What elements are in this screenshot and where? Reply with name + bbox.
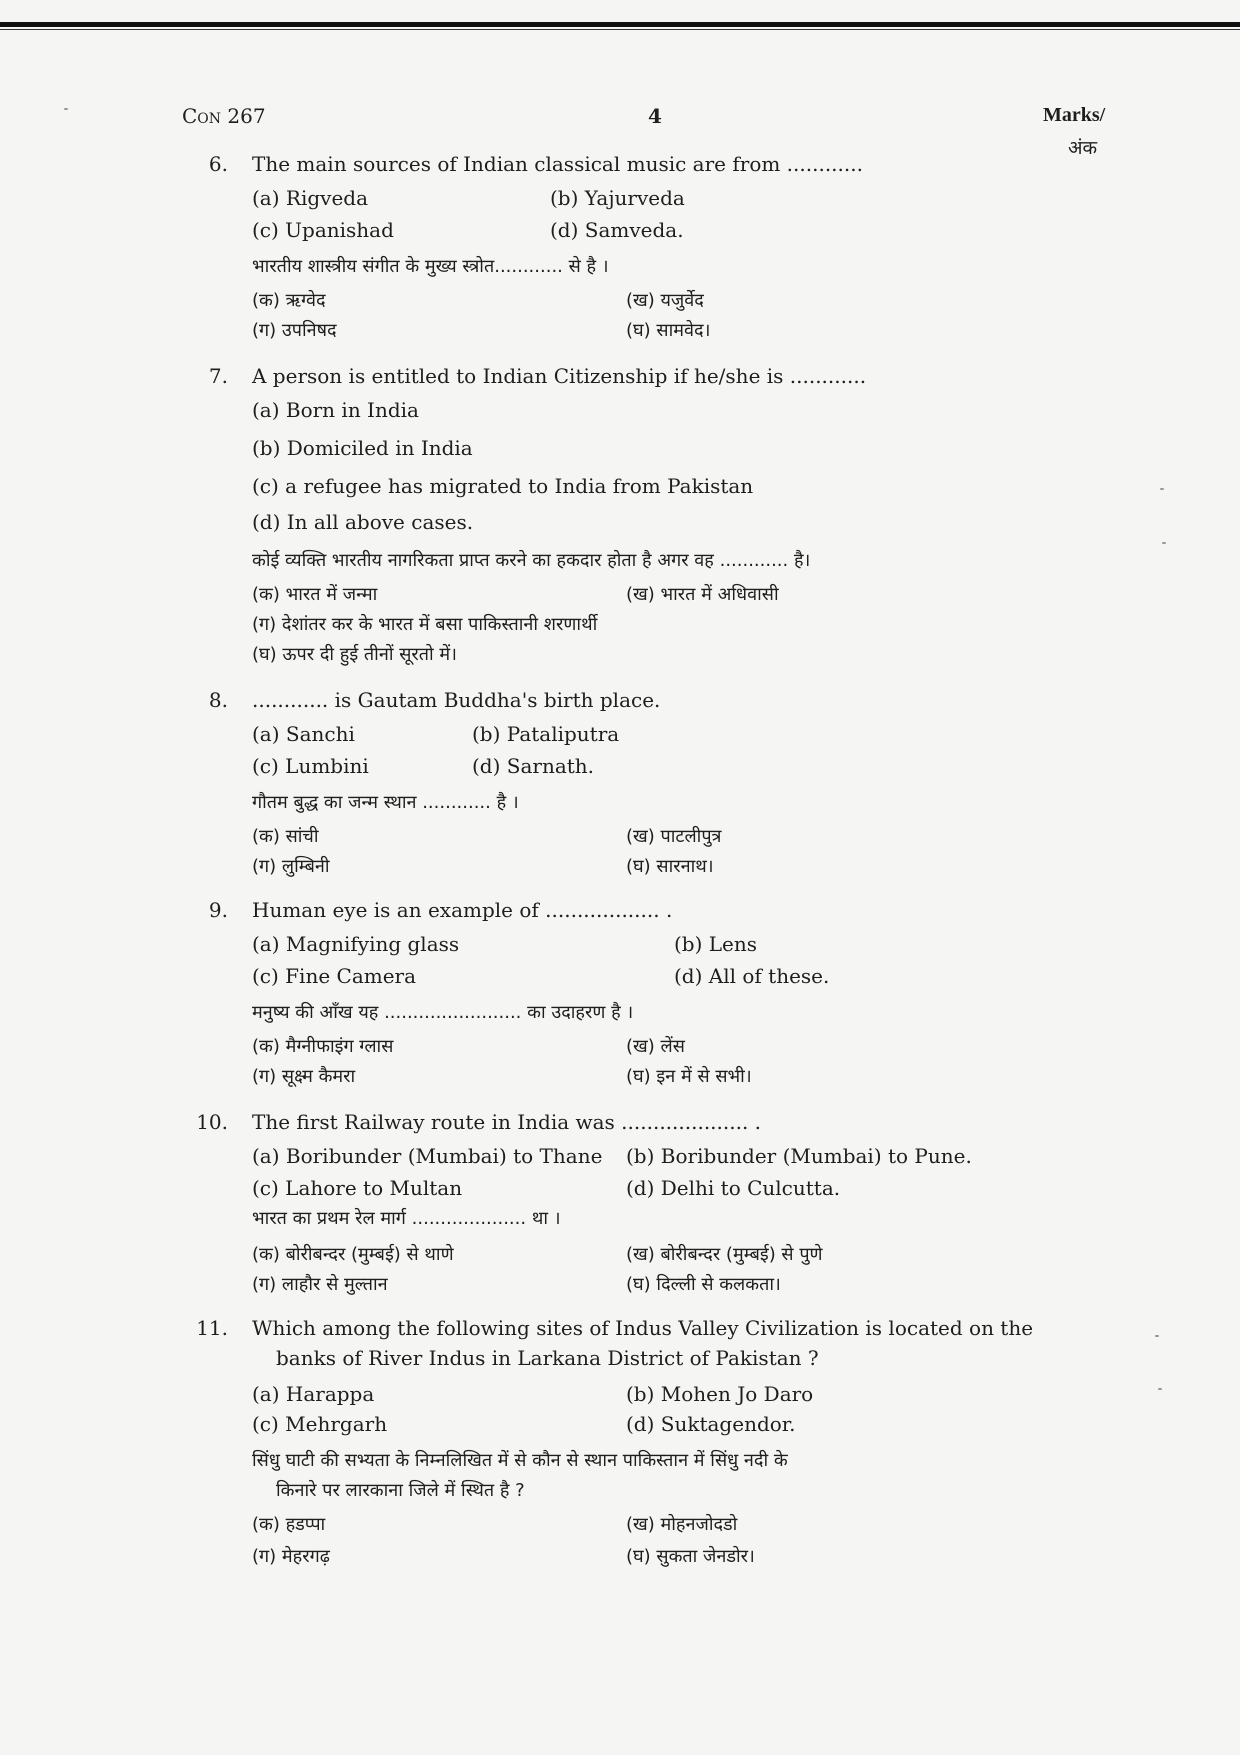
option-b: (b) Pataliputra — [472, 722, 620, 746]
scan-speck — [1155, 1335, 1159, 1337]
question-number: 8. — [208, 688, 228, 712]
option-b: (b) Mohen Jo Daro — [626, 1382, 814, 1406]
option-c: (c) Fine Camera — [252, 964, 417, 988]
option-ga: (ग) लाहौर से मुल्तान — [252, 1274, 388, 1295]
option-d: (d) Delhi to Culcutta. — [626, 1176, 841, 1200]
option-kha: (ख) पाटलीपुत्र — [626, 826, 722, 847]
option-c: (c) Upanishad — [252, 218, 394, 242]
option-kha: (ख) मोहनजोदडो — [626, 1514, 738, 1535]
option-ka: (क) भारत में जन्मा — [252, 584, 378, 605]
option-kha: (ख) भारत में अधिवासी — [626, 584, 779, 605]
question-text-hindi: भारतीय शास्त्रीय संगीत के मुख्य स्त्रोत............ से है । — [252, 256, 609, 277]
option-a: (a) Magnifying glass — [252, 932, 460, 956]
option-d: (d) Sarnath. — [472, 754, 595, 778]
scan-speck — [64, 108, 68, 110]
option-ka: (क) मैग्नीफाइंग ग्लास — [252, 1036, 394, 1057]
question-number: 6. — [208, 152, 228, 176]
option-ka: (क) ऋग्वेद — [252, 290, 326, 311]
option-d: (d) Suktagendor. — [626, 1412, 796, 1436]
option-gha: (घ) इन में से सभी। — [626, 1066, 752, 1087]
option-d: (d) All of these. — [674, 964, 830, 988]
marks-label-hindi: अंक — [1068, 137, 1098, 159]
option-gha: (घ) सारनाथ। — [626, 856, 714, 877]
option-kha: (ख) यजुर्वेद — [626, 290, 704, 311]
question-text-hindi-line-1: सिंधु घाटी की सभ्यता के निम्नलिखित में से कौन से स्थान पाकिस्तान में सिंधु नदी के — [252, 1450, 788, 1471]
question-text-hindi-line-2: किनारे पर लारकाना जिले में स्थित है ? — [276, 1480, 525, 1501]
option-b: (b) Domiciled in India — [252, 436, 473, 460]
question-text-hindi: मनुष्य की आँख यह ........................ का उदाहरण है । — [252, 1002, 634, 1023]
option-b: (b) Boribunder (Mumbai) to Pune. — [626, 1144, 972, 1168]
option-d: (d) In all above cases. — [252, 510, 474, 534]
option-a: (a) Boribunder (Mumbai) to Thane — [252, 1144, 603, 1168]
top-border-rule-thin — [0, 29, 1240, 30]
option-gha: (घ) सामवेद। — [626, 320, 711, 341]
question-text: ............ is Gautam Buddha's birth place. — [252, 688, 661, 712]
option-b: (b) Yajurveda — [550, 186, 685, 210]
question-text-line-1: Which among the following sites of Indus Valley Civilization is located on the — [252, 1316, 1034, 1340]
scan-speck — [1162, 542, 1166, 544]
option-ka: (क) बोरीबन्दर (मुम्बई) से थाणे — [252, 1244, 454, 1265]
option-c: (c) Lumbini — [252, 754, 369, 778]
option-a: (a) Harappa — [252, 1382, 375, 1406]
option-kha: (ख) लेंस — [626, 1036, 685, 1057]
question-text: Human eye is an example of .................. . — [252, 898, 673, 922]
paper-code: Con 267 — [182, 104, 266, 128]
option-ka: (क) सांची — [252, 826, 319, 847]
option-ga: (ग) उपनिषद — [252, 320, 337, 341]
option-gha: (घ) ऊपर दी हुई तीनों सूरतो में। — [252, 644, 457, 665]
question-number: 11. — [196, 1316, 228, 1340]
question-text-hindi: कोई व्यक्ति भारतीय नागरिकता प्राप्त करने का हकदार होता है अगर वह ............ है। — [252, 550, 811, 571]
option-gha: (घ) दिल्ली से कलकता। — [626, 1274, 781, 1295]
question-number: 9. — [208, 898, 228, 922]
question-text-hindi: गौतम बुद्ध का जन्म स्थान ............ है । — [252, 792, 519, 813]
option-ga: (ग) देशांतर कर के भारत में बसा पाकिस्तानी शरणार्थी — [252, 614, 598, 635]
question-text: The first Railway route in India was .................... . — [252, 1110, 762, 1134]
scan-speck — [1158, 1388, 1162, 1390]
option-ka: (क) हडप्पा — [252, 1514, 326, 1535]
option-ga: (ग) लुम्बिनी — [252, 856, 330, 877]
page-number: 4 — [648, 104, 662, 128]
question-number: 7. — [208, 364, 228, 388]
question-text: The main sources of Indian classical music are from ............ — [252, 152, 863, 176]
option-c: (c) Lahore to Multan — [252, 1176, 463, 1200]
question-text-line-2: banks of River Indus in Larkana District of Pakistan ? — [276, 1346, 819, 1370]
option-a: (a) Rigveda — [252, 186, 369, 210]
option-gha: (घ) सुकता जेनडोर। — [626, 1546, 755, 1567]
option-a: (a) Born in India — [252, 398, 419, 422]
option-b: (b) Lens — [674, 932, 758, 956]
marks-label: Marks/ — [1043, 104, 1106, 126]
option-d: (d) Samveda. — [550, 218, 684, 242]
top-border-rule — [0, 22, 1240, 27]
question-text: A person is entitled to Indian Citizenship if he/she is ............ — [252, 364, 867, 388]
option-ga: (ग) मेहरगढ़ — [252, 1546, 330, 1567]
option-ga: (ग) सूक्ष्म कैमरा — [252, 1066, 356, 1087]
option-a: (a) Sanchi — [252, 722, 355, 746]
scan-speck — [1160, 488, 1164, 490]
option-c: (c) Mehrgarh — [252, 1412, 388, 1436]
question-number: 10. — [196, 1110, 228, 1134]
option-c: (c) a refugee has migrated to India from Pakistan — [252, 474, 754, 498]
option-kha: (ख) बोरीबन्दर (मुम्बई) से पुणे — [626, 1244, 823, 1265]
question-text-hindi: भारत का प्रथम रेल मार्ग .................... था । — [252, 1208, 561, 1229]
